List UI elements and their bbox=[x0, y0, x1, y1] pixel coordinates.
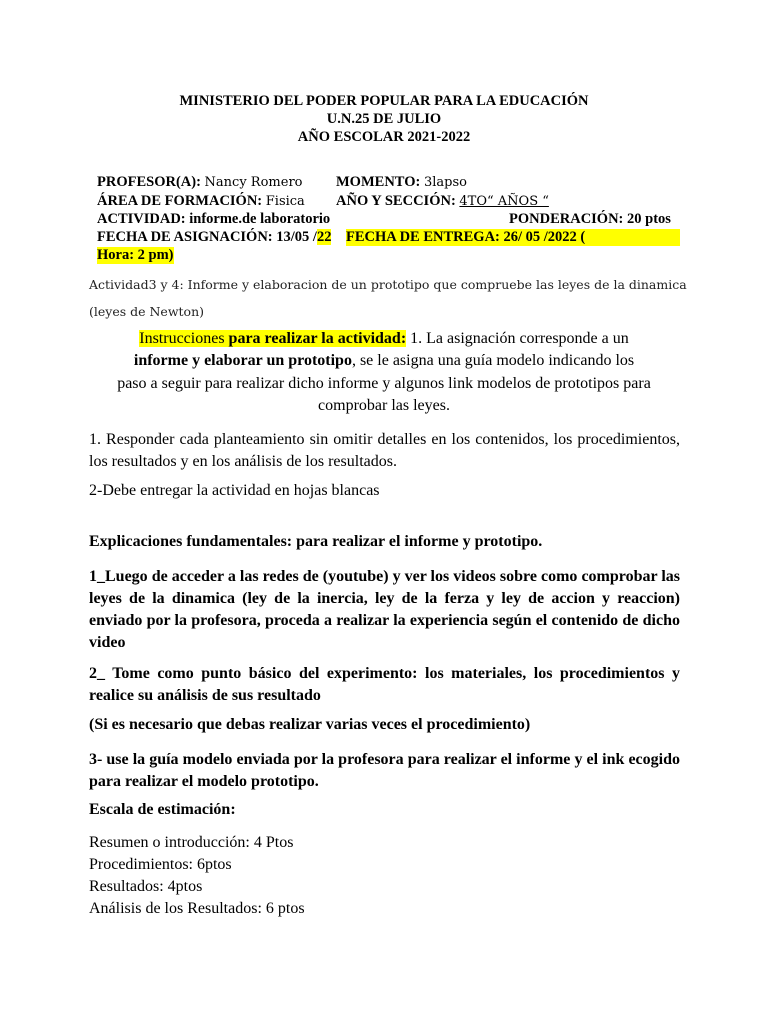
fecha-asignacion bbox=[97, 229, 331, 246]
fecha-entrega: FECHA DE ENTREGA: 26/ 05 /2022 ( bbox=[346, 229, 680, 246]
point-2: 2-Debe entregar la actividad en hojas blancas bbox=[89, 482, 380, 499]
explicacion-note: (Si es necesario que debas realizar varias veces el procedimiento) bbox=[89, 716, 531, 733]
instructions-line-4: comprobar las leyes. bbox=[318, 397, 450, 414]
explicaciones-title: Explicaciones fundamentales: para realizar el informe y prototipo. bbox=[89, 533, 543, 550]
school-year-heading: AÑO ESCOLAR 2021-2022 bbox=[297, 129, 471, 145]
escala-item: Resumen o introducción: 4 Ptos bbox=[89, 834, 294, 851]
instructions-line-1 bbox=[0, 330, 768, 348]
area-row bbox=[97, 193, 305, 210]
instructions-heading: Instrucciones para realizar la actividad: bbox=[139, 330, 407, 347]
fecha-asignacion-year: 22 bbox=[316, 229, 332, 245]
anio-row bbox=[336, 193, 549, 210]
ministry-heading: MINISTERIO DEL PODER POPULAR PARA LA EDUCACIÓN bbox=[179, 93, 589, 109]
escala-title: Escala de estimación: bbox=[89, 801, 236, 818]
actividad-label: ACTIVIDAD: informe.de laboratorio bbox=[97, 211, 331, 227]
fecha-asignacion-label: FECHA DE ASIGNACIÓN: 13/05 / bbox=[97, 229, 317, 245]
escala-item: Análisis de los Resultados: 6 ptos bbox=[89, 900, 305, 917]
ponderacion-label: PONDERACIÓN: 20 ptos bbox=[509, 211, 671, 227]
area-label: ÁREA DE FORMACIÓN: bbox=[97, 193, 263, 209]
momento-value: 3lapso bbox=[423, 175, 467, 190]
informe-prototipo-emphasis: informe y elaborar un prototipo bbox=[133, 352, 352, 369]
escala-item: Procedimientos: 6ptos bbox=[89, 856, 232, 873]
anio-label: AÑO Y SECCIÓN: bbox=[336, 193, 456, 209]
instructions-text: 1. La asignación corresponde a un bbox=[406, 330, 629, 347]
explicacion-1: 1_Luego de acceder a las redes de (youtube) y ver los videos sobre como comprobar las leyes de la dinamica (ley de la inercia, ley de la ferza y ley de accion y reaccion) enviado por la profesora, proceda a realizar la experiencia según el contenido de dicho video bbox=[89, 568, 680, 651]
explicacion-3: 3- use la guía modelo enviada por la profesora para realizar el informe y el ink ecogido para realizar el modelo prototipo. bbox=[89, 751, 680, 790]
profesor-row bbox=[97, 174, 302, 191]
profesor-label: PROFESOR(A): bbox=[97, 174, 201, 190]
explicacion-2: 2_ Tome como punto básico del experimento: los materiales, los procedimientos y realice su análisis de sus resultado bbox=[89, 665, 680, 704]
area-value: Fisica bbox=[265, 194, 305, 209]
profesor-value: Nancy Romero bbox=[204, 175, 303, 190]
point-1: 1. Responder cada planteamiento sin omitir detalles en los contenidos, los procedimientos, los resultados y en los análisis de los resultados. bbox=[89, 431, 680, 470]
momento-label: MOMENTO: bbox=[336, 174, 421, 190]
activity-description-cont: (leyes de Newton) bbox=[89, 304, 205, 319]
momento-row bbox=[336, 174, 467, 191]
activity-description: Actividad3 y 4: Informe y elaboracion de un prototipo que compruebe las leyes de la dinamica bbox=[89, 277, 687, 292]
instructions-line-2: informe y elaborar un prototipo, se le asigna una guía modelo indicando los bbox=[133, 352, 635, 369]
school-heading: U.N.25 DE JULIO bbox=[326, 111, 442, 127]
escala-item: Resultados: 4ptos bbox=[89, 878, 203, 895]
instructions-line-3: paso a seguir para realizar dicho informe y algunos link modelos de prototipos para bbox=[117, 375, 651, 392]
hora-entrega: Hora: 2 pm) bbox=[97, 247, 174, 263]
anio-value: 4TO“ AÑOS “ bbox=[459, 194, 549, 209]
